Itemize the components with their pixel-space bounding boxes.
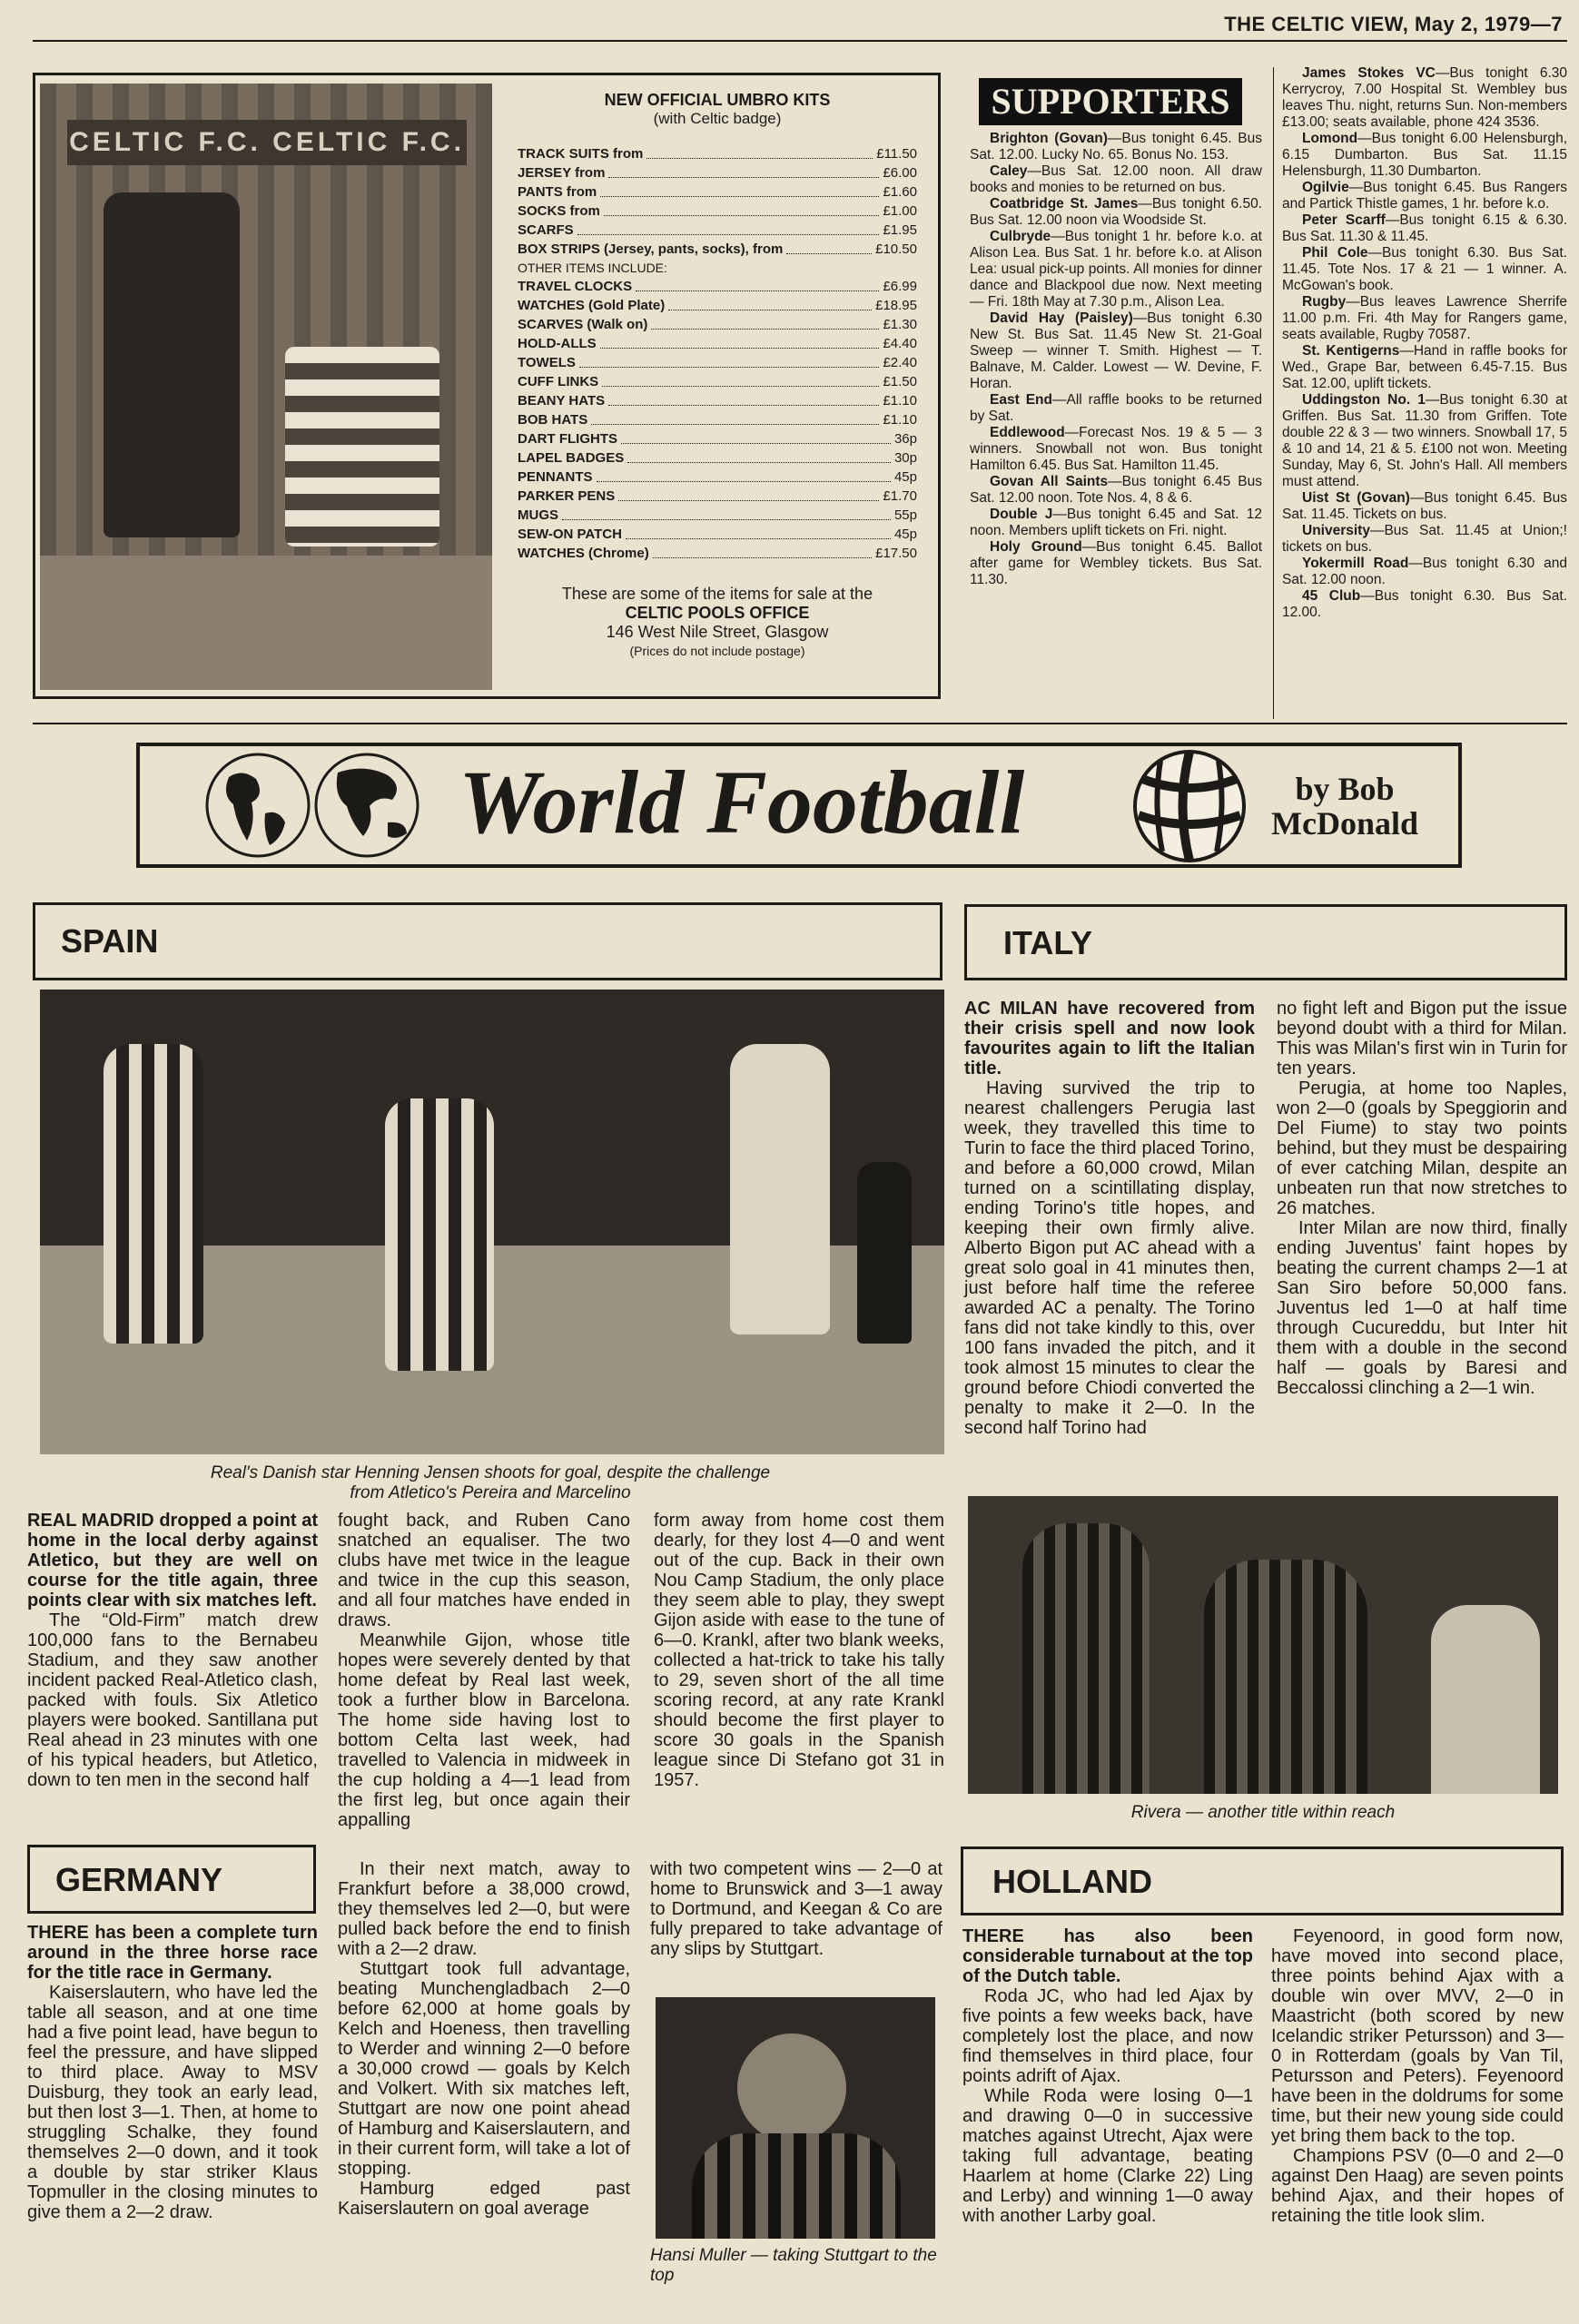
price-row	[518, 468, 917, 487]
club-name: Coatbridge St. James	[990, 196, 1139, 212]
leader-dots	[600, 182, 879, 197]
holland-lead: THERE has also been considerable turnabout at the top of the Dutch table.	[962, 1926, 1253, 1986]
supporters-notice	[1282, 490, 1567, 523]
item-name: HOLD-ALLS	[518, 336, 597, 351]
item-price: £1.10	[883, 393, 917, 409]
notice-text: —Bus tonight 6.30. Bus Sat. 11.45. Tote Nos. 17 & 21 — 1 winner. A. McGowan's book.	[1282, 245, 1567, 293]
leader-dots	[604, 202, 880, 216]
item-name: BOB HATS	[518, 412, 588, 428]
spain-lead: REAL MADRID dropped a point at home in the local derby against Atletico, but they are well on course for the title again, three points clear with six matches left.	[27, 1511, 318, 1610]
item-price: £1.60	[883, 184, 917, 200]
supporters-notice	[970, 507, 1262, 539]
section-rule	[33, 723, 1567, 724]
supporters-notice	[1282, 556, 1567, 588]
item-price: £1.50	[883, 374, 917, 389]
club-name: David Hay (Paisley)	[990, 310, 1133, 326]
item-name: PARKER PENS	[518, 488, 616, 504]
supporters-notice	[1282, 180, 1567, 212]
item-price: £10.50	[875, 241, 917, 257]
notice-text: —Bus Sat. 12.00 noon. All draw books and monies to be returned on bus.	[970, 163, 1262, 195]
item-name: SCARVES (Walk on)	[518, 317, 648, 332]
italy-heading: ITALY	[964, 904, 1567, 980]
item-name: TOWELS	[518, 355, 576, 370]
supporters-notice	[1282, 65, 1567, 131]
holland-paragraph: While Roda were losing 0—1 and drawing 0—0 in successive matches against Utrecht, Ajax were taking full advantage, beating Haarlem at home (Clarke 22) Ling and Lerby) and winning 1—0 away with another Larby goal.	[962, 2086, 1253, 2226]
item-name: BEANY HATS	[518, 393, 606, 409]
club-name: 45 Club	[1302, 588, 1361, 604]
price-row	[518, 163, 917, 182]
leader-dots	[608, 163, 879, 178]
spain-heading: SPAIN	[33, 902, 942, 980]
notice-text: —Bus tonight 6.30 New St. Bus Sat. 11.45 New St. 21-Goal Sweep — winner T. Smith. Highest — T. Balnave, M. Calder. Lowest — W. Devine, F. Horan.	[970, 310, 1263, 391]
item-name: PANTS from	[518, 184, 597, 200]
price-row	[518, 525, 917, 544]
masthead: THE CELTIC VIEW, May 2, 1979—7	[1224, 13, 1563, 35]
price-row	[518, 315, 917, 334]
price-row	[518, 391, 917, 410]
other-items	[518, 277, 917, 563]
spain-paragraph: The “Old-Firm” match drew 100,000 fans to the Bernabeu Stadium, and they saw another incident packed Real-Atletico clash, packed with fouls. Six Atletico players were booked. Santillana put Real ahead in 23 minutes with one of his typical headers, but Atletico, down to ten men in the second half	[27, 1610, 318, 1790]
spain-paragraph: form away from home cost them dearly, for they lost 4—0 and went out of the cup. Back in their own Nou Camp Stadium, the only place they seem able to play, they swept Gijon aside with ease to the tune of 6—0. Krankl, after two blank weeks, collected a hat-trick to take his tally to 29, seven short of the all time scoring record, at any rate Krankl should become the first player to score 30 goals in the Spanish league since Di Stefano got 31 in 1957.	[654, 1511, 944, 1790]
club-name: Double J	[990, 507, 1053, 522]
italy-lead: AC MILAN have recovered from their crisis spell and now look favourites again to lift the Italian title.	[964, 999, 1255, 1078]
notice-text: —Bus tonight 6.30 at Griffen. Bus Sat. 11.30 from Griffen. Tote double 22 & 3 — two winners. Snowball 17, 5 & 10 and 14, 21 & 5. £100 not won. Meeting Sunday, May 6, St. John's Hall. All members must attend.	[1282, 392, 1567, 489]
notice-text: —All raffle books to be returned by Sat.	[970, 392, 1262, 424]
club-name: Uddingston No. 1	[1302, 392, 1426, 408]
germany-column-1	[27, 1923, 318, 2222]
price-row	[518, 277, 917, 296]
germany-paragraph: In their next match, away to Frankfurt before a 38,000 crowd, they themselves led 2—0, but were pulled back before the end to finish with a 2—2 draw.	[338, 1859, 630, 1959]
supporters-notice	[1282, 523, 1567, 556]
item-price: £1.30	[883, 317, 917, 332]
club-name: Culbryde	[990, 229, 1051, 244]
display-table	[40, 556, 492, 690]
club-name: East End	[990, 392, 1052, 408]
world-football-title: World Football	[459, 752, 1025, 852]
leader-dots	[651, 315, 879, 330]
supporters-notice	[970, 474, 1262, 507]
holland-column-1	[962, 1926, 1253, 2226]
item-price: £2.40	[883, 355, 917, 370]
notice-text: —Bus Sat. 11.45 at Union;! tickets on bus.	[1282, 523, 1567, 555]
leader-dots	[597, 468, 891, 482]
item-name: BOX STRIPS (Jersey, pants, socks), from	[518, 241, 784, 257]
club-name: Ogilvie	[1302, 180, 1349, 195]
leader-dots	[600, 334, 880, 349]
item-name: MUGS	[518, 507, 558, 523]
leader-dots	[668, 296, 872, 310]
item-price: 45p	[893, 527, 917, 542]
price-row	[518, 182, 917, 202]
leader-dots	[608, 391, 879, 406]
germany-paragraph: Stuttgart took full advantage, beating Munchengladbach 2—0 before 62,000 at home goals by Kelch and Hoeness, then travelling to Werder and winning 2—0 before a 30,000 crowd — goals by Kelch and Volkert. With six matches left, Stuttgart are now one point ahead of Hamburg and Kaiserslautern, and in their current form, will take a lot of stopping.	[338, 1959, 630, 2179]
price-row	[518, 487, 917, 506]
item-price: £4.40	[883, 336, 917, 351]
rivera-photo	[968, 1496, 1558, 1794]
leader-dots	[786, 240, 872, 254]
kit-display-photo	[40, 84, 492, 690]
holland-paragraph: Roda JC, who had led Ajax by five points a few weeks back, have completely lost the place, and now find themselves in third place, four points adrift of Ajax.	[962, 1986, 1253, 2086]
notice-text: —Bus leaves Lawrence Sherrife 11.00 p.m. Fri. 4th May for Rangers game, seats available, Rugby 70587.	[1282, 294, 1567, 342]
postage-note: (Prices do not include postage)	[629, 644, 805, 658]
hooped-jersey-image	[285, 347, 439, 547]
item-name: SCARFS	[518, 222, 574, 238]
item-price: £6.00	[883, 165, 917, 181]
notice-text: —Bus tonight 6.00 Helensburgh, 6.15 Dumbarton. Bus Sat. 11.15 Helensburgh, 11.30 Dumbarton.	[1282, 131, 1567, 179]
supporters-notice	[970, 425, 1262, 474]
price-row	[518, 353, 917, 372]
umbro-footer-line: These are some of the items for sale at the	[561, 585, 873, 603]
item-price: 45p	[893, 469, 917, 485]
supporters-notice	[1282, 212, 1567, 245]
germany-column-3	[650, 1859, 942, 1959]
item-name: WATCHES (Chrome)	[518, 546, 649, 561]
supporters-notice	[1282, 343, 1567, 392]
club-name: Brighton (Govan)	[990, 131, 1108, 146]
spain-paragraph: fought back, and Ruben Cano snatched an equaliser. The two clubs have met twice in the league and twice in the cup this season, and all four matches have ended in draws.	[338, 1511, 630, 1630]
supporters-notice	[970, 310, 1262, 392]
notice-text: —Bus tonight 6.50. Bus Sat. 12.00 noon via Woodside St.	[970, 196, 1262, 228]
price-row	[518, 334, 917, 353]
umbro-subtitle: (with Celtic badge)	[653, 110, 782, 127]
item-price: £18.95	[875, 298, 917, 313]
spain-column-2	[338, 1511, 630, 1830]
item-name: SOCKS from	[518, 203, 600, 219]
item-price: 36p	[893, 431, 917, 447]
leader-dots	[591, 410, 879, 425]
byline-author: McDonald	[1271, 805, 1418, 842]
item-name: TRAVEL CLOCKS	[518, 279, 633, 294]
supporters-notice	[970, 392, 1262, 425]
leader-dots	[577, 221, 880, 235]
price-row	[518, 372, 917, 391]
supporters-notice	[1282, 392, 1567, 490]
price-row	[518, 544, 917, 563]
germany-paragraph: Kaiserslautern, who have led the table all season, and at one time had a five point lead, have begun to feel the pressure, and have slipped to third place. Away to MSV Duisburg, they took an early lead, but then lost 3—1. Then, at home to struggling Schalke, they found themselves 2—0 down, and it took a double by star striker Klaus Topmuller in the closing minutes to give them a 2—2 draw.	[27, 1983, 318, 2222]
club-name: Govan All Saints	[990, 474, 1109, 489]
holland-column-2	[1271, 1926, 1564, 2226]
leader-dots	[653, 544, 872, 558]
leader-dots	[636, 277, 879, 291]
germany-lead: THERE has been a complete turn around in the three horse race for the title race in Germany.	[27, 1923, 318, 1983]
spain-column-1	[27, 1511, 318, 1790]
track-suit-image	[104, 192, 240, 537]
item-name: SEW-ON PATCH	[518, 527, 622, 542]
item-name: DART FLIGHTS	[518, 431, 617, 447]
holland-heading: HOLLAND	[961, 1846, 1564, 1915]
price-row	[518, 202, 917, 221]
club-name: Yokermill Road	[1302, 556, 1409, 571]
notice-text: —Bus tonight 6.30 Kerrycroy, 7.00 Hospital St. Wembley bus leaves Thu. night, returns Sun. Non-members £13.00; seats available, phone 424 3536.	[1282, 65, 1567, 130]
germany-column-2	[338, 1859, 630, 2219]
italy-caption: Rivera — another title within reach	[1130, 1803, 1396, 1822]
supporters-notice	[1282, 294, 1567, 343]
leader-dots	[621, 429, 891, 444]
supporters-column-2	[1282, 65, 1567, 621]
kit-items	[518, 144, 917, 259]
supporters-title: SUPPORTERS	[979, 78, 1242, 125]
price-row	[518, 296, 917, 315]
club-name: Peter Scarff	[1302, 212, 1386, 228]
leader-dots	[579, 353, 880, 368]
leader-dots	[602, 372, 879, 387]
leader-dots	[626, 525, 891, 539]
notice-text: —Hand in raffle books for Wed., Grape Bar, between 6.45-7.15. Bus Sat. 12.00, uplift tickets.	[1282, 343, 1567, 391]
notice-text: —Bus tonight 6.30 and Sat. 12.00 noon.	[1282, 556, 1567, 587]
notice-text: —Bus tonight 6.30. Bus Sat. 12.00.	[1282, 588, 1568, 620]
leader-dots	[562, 506, 891, 520]
supporters-notice	[1282, 245, 1567, 294]
italy-paragraph: Having survived the trip to nearest challengers Perugia last week, they travelled this time to Turin to face the third placed Torino, and before a 60,000 crowd, Milan turned on a scintillating display, ending Torino's title hopes, and keeping their own firmly alive. Alberto Bigon put AC ahead with a great solo goal in 41 minutes then, just before half time the referee awarded AC a penalty. The Torino fans did not take kindly to this, over 100 fans invaded the pitch, and it took almost 15 minutes to clear the ground before Chiodi converted the penalty to make it 2—0. In the second half Torino had	[964, 1078, 1255, 1438]
spain-paragraph: Meanwhile Gijon, whose title hopes were severely dented by that home defeat by Real last week, took a further blow in Barcelona. The home side having lost to bottom Celta last week, had travelled to Valencia in midweek in the cup holding a 4—1 lead from the first leg, but once again their appalling	[338, 1630, 630, 1830]
leader-dots	[627, 448, 891, 463]
item-price: £1.95	[883, 222, 917, 238]
item-name: CUFF LINKS	[518, 374, 599, 389]
supporters-divider	[1273, 67, 1274, 719]
item-name: JERSEY from	[518, 165, 606, 181]
other-items-label: OTHER ITEMS INCLUDE:	[518, 261, 667, 275]
club-name: James Stokes VC	[1302, 65, 1436, 81]
notice-text: —Bus tonight 6.45. Bus Rangers and Partick Thistle games, 1 hr. before k.o.	[1282, 180, 1567, 212]
club-name: Rugby	[1302, 294, 1347, 310]
item-price: £11.50	[876, 146, 917, 162]
byline-by: by Bob	[1295, 771, 1395, 807]
spain-caption-line-1: Real's Danish star Henning Jensen shoots for goal, despite the challenge	[210, 1463, 771, 1482]
holland-paragraph: Champions PSV (0—0 and 2—0 against Den Haag) are seven points behind Ajax, and their hopes of retaining the title look slim.	[1271, 2146, 1564, 2226]
celtic-banner: CELTIC F.C. CELTIC F.C.	[67, 120, 467, 165]
price-row	[518, 429, 917, 448]
notice-text: —Bus tonight 6.45. Ballot after game for Wembley tickets. Bus Sat. 11.30.	[970, 539, 1262, 587]
club-name: Phil Cole	[1302, 245, 1368, 261]
italy-paragraph: no fight left and Bigon put the issue beyond doubt with a third for Milan. This was Milan's first win in Turin for ten years.	[1277, 999, 1567, 1078]
football-icon	[1126, 743, 1253, 870]
germany-paragraph: Hamburg edged past Kaiserslautern on goal average	[338, 2179, 630, 2219]
umbro-title: NEW OFFICIAL UMBRO KITS	[604, 91, 831, 109]
club-name: Caley	[990, 163, 1028, 179]
supporters-notice	[1282, 131, 1567, 180]
italy-paragraph: Perugia, at home too Naples, won 2—0 (goals by Speggiorin and Del Fiume) to stay two points behind, but they must be despairing of ever catching Milan, despite an unbeaten run that now stretches to 26 matches.	[1277, 1078, 1567, 1218]
item-name: LAPEL BADGES	[518, 450, 625, 466]
notice-text: —Forecast Nos. 19 & 5 — 3 winners. Snowball not won. Bus tonight Hamilton 6.45. Bus Sat. Hamilton 11.45.	[970, 425, 1262, 473]
italy-column-1	[964, 999, 1255, 1438]
hansi-muller-photo	[656, 1997, 935, 2239]
price-row	[518, 410, 917, 429]
umbro-price-list	[518, 91, 917, 661]
italy-paragraph: Inter Milan are now third, finally ending Juventus' faint hopes by beating the current champs 2—1 at San Siro before 50,000 fans. Juventus led 1—0 at half time through Cucureddu, but Inter hit them with a double in the second half — goals by Baresi and Beccalossi clinching a 2—1 win.	[1277, 1218, 1567, 1398]
germany-caption: Hansi Muller — taking Stuttgart to the top	[650, 2246, 937, 2285]
top-rule	[33, 40, 1567, 42]
supporters-notice	[970, 196, 1262, 229]
globe-icon	[202, 750, 429, 861]
price-row	[518, 448, 917, 468]
item-price: £17.50	[875, 546, 917, 561]
spain-caption-line-2: from Atletico's Pereira and Marcelino	[350, 1483, 631, 1502]
item-price: £1.10	[883, 412, 917, 428]
club-name: Uist St (Govan)	[1302, 490, 1410, 506]
price-row	[518, 221, 917, 240]
leader-dots	[646, 144, 873, 159]
umbro-footer	[518, 585, 917, 661]
club-name: Eddlewood	[990, 425, 1065, 440]
pools-office-address: 146 West Nile Street, Glasgow	[606, 623, 829, 641]
germany-heading: GERMANY	[27, 1845, 316, 1914]
holland-paragraph: Feyenoord, in good form now, have moved into second place, three points behind Ajax with a double win over MVV, 2—0 in Maastricht (both scored by new Icelandic striker Petursson) and 3—0 in Rotterdam (goals by Van Til, Petursson and Peters). Feyenoord have been in the doldrums for some time, but their new young side could yet bring them back to the top.	[1271, 1926, 1564, 2146]
supporters-notice	[970, 539, 1262, 588]
item-price: 30p	[893, 450, 917, 466]
supporters-notice	[970, 229, 1262, 310]
supporters-notice	[970, 163, 1262, 196]
italy-column-2	[1277, 999, 1567, 1398]
notice-text: —Bus tonight 6.45 and Sat. 12 noon. Members uplift tickets on Fri. night.	[970, 507, 1262, 538]
spain-match-photo	[40, 990, 944, 1454]
supporters-column-1	[970, 131, 1262, 588]
item-price: £1.00	[883, 203, 917, 219]
spain-column-3	[654, 1511, 944, 1790]
item-name: TRACK SUITS from	[518, 146, 644, 162]
item-price: 55p	[893, 507, 917, 523]
price-row	[518, 506, 917, 525]
price-row	[518, 240, 917, 259]
germany-paragraph: with two competent wins — 2—0 at home to Brunswick and 3—1 away to Dortmund, and Keegan & Co are fully prepared to take advantage of any slips by Stuttgart.	[650, 1859, 942, 1959]
notice-text: —Bus tonight 1 hr. before k.o. at Alison Lea. Bus Sat. 1 hr. before k.o. at Alison Lea: usual pick-up points. All monies for dinner dance and Blackpool due now. Next meeting — Fri. 18th May at 7.30 p.m., Alison Lea.	[970, 229, 1262, 310]
club-name: Holy Ground	[990, 539, 1082, 555]
item-price: £6.99	[883, 279, 917, 294]
pools-office-name: CELTIC POOLS OFFICE	[625, 604, 810, 622]
byline	[1271, 772, 1418, 841]
item-price: £1.70	[883, 488, 917, 504]
notice-text: —Bus tonight 6.45. Bus Sat. 12.00. Lucky No. 65. Bonus No. 153.	[970, 131, 1262, 162]
notice-text: —Bus tonight 6.45 Bus Sat. 12.00 noon. Tote Nos. 4, 8 & 6.	[970, 474, 1262, 506]
spain-caption	[100, 1463, 881, 1503]
club-name: Lomond	[1302, 131, 1358, 146]
leader-dots	[618, 487, 879, 501]
supporters-notice	[1282, 588, 1567, 621]
notice-text: —Bus tonight 6.15 & 6.30. Bus Sat. 11.30 & 11.45.	[1282, 212, 1568, 244]
club-name: St. Kentigerns	[1302, 343, 1400, 359]
price-row	[518, 144, 917, 163]
notice-text: —Bus tonight 6.45. Bus Sat. 11.45. Tickets on bus.	[1282, 490, 1567, 522]
supporters-notice	[970, 131, 1262, 163]
club-name: University	[1302, 523, 1370, 538]
item-name: WATCHES (Gold Plate)	[518, 298, 666, 313]
item-name: PENNANTS	[518, 469, 593, 485]
